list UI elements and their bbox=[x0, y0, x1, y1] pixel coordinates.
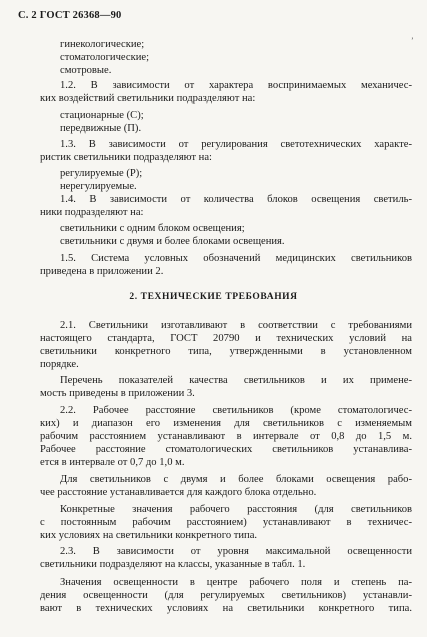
text-line: мость приведены в приложении 3. bbox=[40, 388, 195, 399]
text-line: настоящего стандарта, ГОСТ 20790 и технических условий на bbox=[40, 333, 412, 344]
text-line: передвижные (П). bbox=[60, 123, 142, 134]
text-line: Перечень показателей качества светильников и их примене- bbox=[60, 375, 412, 386]
text-line: светильники подразделяют на классы, указанные в табл. 1. bbox=[40, 559, 306, 570]
text-line: 1.3. В зависимости от регулирования светотехнических характе- bbox=[60, 139, 412, 150]
text-line: ких условиях на светильники конкретного типа. bbox=[40, 530, 258, 541]
text-line: чее расстояние устанавливается для каждого блока отдельно. bbox=[40, 487, 317, 498]
text-line: Для светильников с двумя и более блоками освещения рабо- bbox=[60, 474, 412, 485]
text-line: Конкретные значения рабочего расстояния (для светильников bbox=[60, 504, 412, 515]
text-line: вают в технических условиях на светильники конкретного типа. bbox=[40, 603, 412, 614]
text-line: светильники конкретного типа, утвержденными в установленном bbox=[40, 346, 412, 357]
text-line: ристик светильники подразделяют на: bbox=[40, 152, 212, 163]
text-line: 2.2. Рабочее расстояние светильников (кроме стоматологичес- bbox=[60, 405, 412, 416]
text-line: 2.1. Светильники изготавливают в соответствии с требованиями bbox=[60, 320, 412, 331]
text-line: приведена в приложении 2. bbox=[40, 266, 164, 277]
text-line: стационарные (С); bbox=[60, 110, 144, 121]
text-line: нерегулируемые. bbox=[60, 181, 137, 192]
text-line: ники подразделяют на: bbox=[40, 207, 144, 218]
text-line: порядке. bbox=[40, 359, 79, 370]
text-line: смотровые. bbox=[60, 65, 112, 76]
text-line: рабочим расстоянием устанавливают в интервале от 0,8 до 1,5 м. bbox=[40, 431, 412, 442]
text-line: светильники с одним блоком освещения; bbox=[60, 223, 245, 234]
page-header: С. 2 ГОСТ 26368—90 bbox=[18, 10, 122, 21]
section-heading: 2. ТЕХНИЧЕСКИЕ ТРЕБОВАНИЯ bbox=[129, 292, 298, 302]
text-line: 1.2. В зависимости от характера воспринимаемых механичес- bbox=[60, 80, 412, 91]
text-line: 2.3. В зависимости от уровня максимальной освещенности bbox=[60, 546, 412, 557]
text-line: светильники с двумя и более блоками освещения. bbox=[60, 236, 285, 247]
text-line: регулируемые (Р); bbox=[60, 168, 143, 179]
text-line: стоматологические; bbox=[60, 52, 150, 63]
text-line: 1.5. Система условных обозначений медицинских светильников bbox=[60, 253, 412, 264]
text-line: Рабочее расстояние стоматологических светильников устанавлива- bbox=[40, 444, 412, 455]
text-line: Значения освещенности в центре рабочего поля и степень па- bbox=[60, 577, 412, 588]
text-line: с постоянным рабочим расстоянием) устанавливают в техничес- bbox=[40, 517, 412, 528]
text-line: ких) и диапазон его изменения для светильников с изменяемым bbox=[40, 418, 412, 429]
text-line: 1.4. В зависимости от количества блоков освещения светиль- bbox=[60, 194, 412, 205]
corner-mark: ʼ bbox=[411, 36, 414, 45]
text-line: гинекологические; bbox=[60, 39, 145, 50]
text-line: ется в интервале от 0,7 до 1,0 м. bbox=[40, 457, 185, 468]
text-line: ких воздействий светильники подразделяют на: bbox=[40, 93, 256, 104]
text-line: дения освещенности (для регулируемых светильников) устанавли- bbox=[40, 590, 412, 601]
